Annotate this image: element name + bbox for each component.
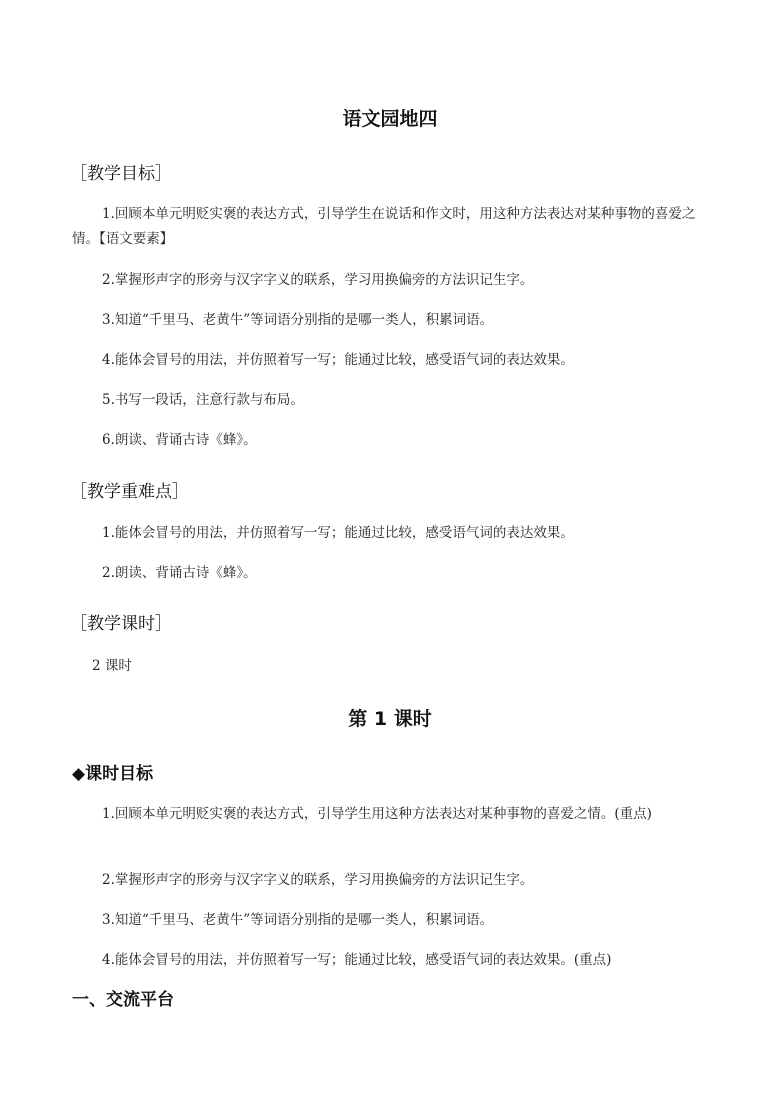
lesson-goal-item-2: 2.掌握形声字的形旁与汉字字义的联系，学习用换偏旁的方法识记生字。 [102, 872, 534, 888]
lesson-1-title: 第 1 课时 [348, 708, 432, 730]
teaching-goals-heading: ［教学目标］ [70, 164, 172, 184]
class-hours-heading: ［教学课时］ [70, 614, 172, 634]
lesson-goal-item-1: 1.回顾本单元明贬实褒的表达方式，引导学生用这种方法表达对某种事物的喜爱之情。(重点) [102, 806, 652, 822]
goal-item-4: 4.能体会冒号的用法，并仿照着写一写；能通过比较，感受语气词的表达效果。 [102, 352, 574, 368]
difficulty-item-2: 2.朗读、背诵古诗《蜂》。 [102, 565, 257, 581]
key-difficulties-heading: ［教学重难点］ [70, 482, 189, 502]
difficulty-item-1: 1.能体会冒号的用法，并仿照着写一写；能通过比较，感受语气词的表达效果。 [102, 525, 574, 541]
goal-item-2: 2.掌握形声字的形旁与汉字字义的联系，学习用换偏旁的方法识记生字。 [102, 272, 534, 288]
goal-item-3: 3.知道“千里马、老黄牛”等词语分别指的是哪一类人，积累词语。 [102, 312, 494, 328]
document-title: 语文园地四 [342, 108, 438, 130]
lesson-goal-item-4: 4.能体会冒号的用法，并仿照着写一写；能通过比较，感受语气词的表达效果。(重点) [102, 952, 612, 968]
lesson-goals-heading: ◆课时目标 [72, 764, 154, 784]
goal-item-6: 6.朗读、背诵古诗《蜂》。 [102, 432, 257, 448]
goal-item-1: 1.回顾本单元明贬实褒的表达方式，引导学生在说话和作文时，用这种方法表达对某种事物的喜爱之情。【语文要素】 [72, 206, 696, 247]
exchange-platform-heading: 一、交流平台 [72, 990, 174, 1010]
goal-item-5: 5.书写一段话，注意行款与布局。 [102, 392, 304, 408]
lesson-goal-item-3: 3.知道“千里马、老黄牛”等词语分别指的是哪一类人，积累词语。 [102, 912, 494, 928]
class-hours-text: 2 课时 [92, 658, 132, 674]
